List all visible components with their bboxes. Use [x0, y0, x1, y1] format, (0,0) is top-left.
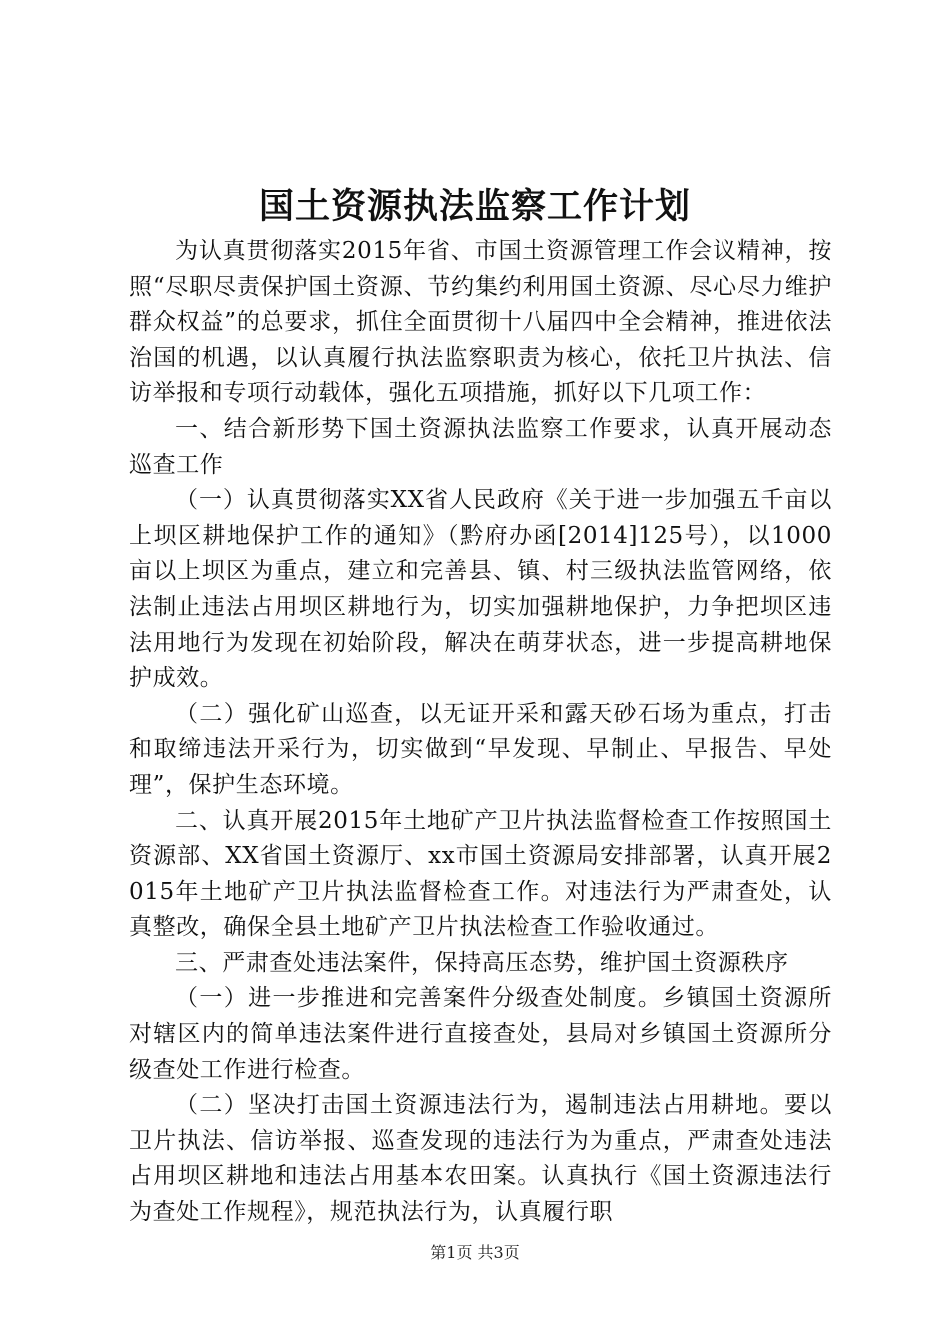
paragraph-section-3-item-1: （一）进一步推进和完善案件分级查处制度。乡镇国土资源所对辖区内的简单违法案件进行直接查处，县局对乡镇国土资源所分级查处工作进行检查。 — [129, 985, 832, 1083]
paragraph-section-1-heading: 一、结合新形势下国土资源执法监察工作要求，认真开展动态巡查工作 — [129, 415, 832, 478]
document-title: 国土资源执法监察工作计划 — [258, 186, 691, 227]
paragraph-section-2: 二、认真开展2015年土地矿产卫片执法监督检查工作按照国土资源部、XX省国土资源厅、xx市国土资源局安排部署，认真开展2015年土地矿产卫片执法监督检查工作。对违法行为严肃查处，认真整改，确保全县土地矿产卫片执法检查工作验收通过。 — [129, 807, 832, 941]
page-number-footer: 第1页 共3页 — [430, 1243, 520, 1262]
paragraph-section-1-item-1: （一）认真贯彻落实XX省人民政府《关于进一步加强五千亩以上坝区耕地保护工作的通知》（黔府办函[2014]125号），以1000亩以上坝区为重点，建立和完善县、镇、村三级执法监管网络，依法制止违法占用坝区耕地行为，切实加强耕地保护，力争把坝区违法用地行为发现在初始阶段，解决在萌芽状态，进一步提高耕地保护成效。 — [129, 487, 832, 692]
paragraph-section-1-item-2: （二）强化矿山巡查，以无证开采和露天砂石场为重点，打击和取缔违法开采行为，切实做到“早发现、早制止、早报告、早处理”，保护生态环境。 — [129, 700, 832, 798]
paragraph-intro: 为认真贯彻落实2015年省、市国土资源管理工作会议精神，按照“尽职尽责保护国土资源、节约集约利用国土资源、尽心尽力维护群众权益”的总要求，抓住全面贯彻十八届四中全会精神，推进依法治国的机遇，以认真履行执法监察职责为核心，依托卫片执法、信访举报和专项行动载体，强化五项措施，抓好以下几项工作： — [129, 238, 832, 407]
document-body — [129, 234, 832, 1231]
paragraph-section-3-item-2: （二）坚决打击国土资源违法行为，遏制违法占用耕地。要以卫片执法、信访举报、巡查发现的违法行为为重点，严肃查处违法占用坝区耕地和违法占用基本农田案。认真执行《国土资源违法行为查处工作规程》，规范执法行为，认真履行职 — [129, 1092, 832, 1226]
paragraph-section-3-heading: 三、严肃查处违法案件，保持高压态势，维护国土资源秩序 — [175, 949, 789, 976]
